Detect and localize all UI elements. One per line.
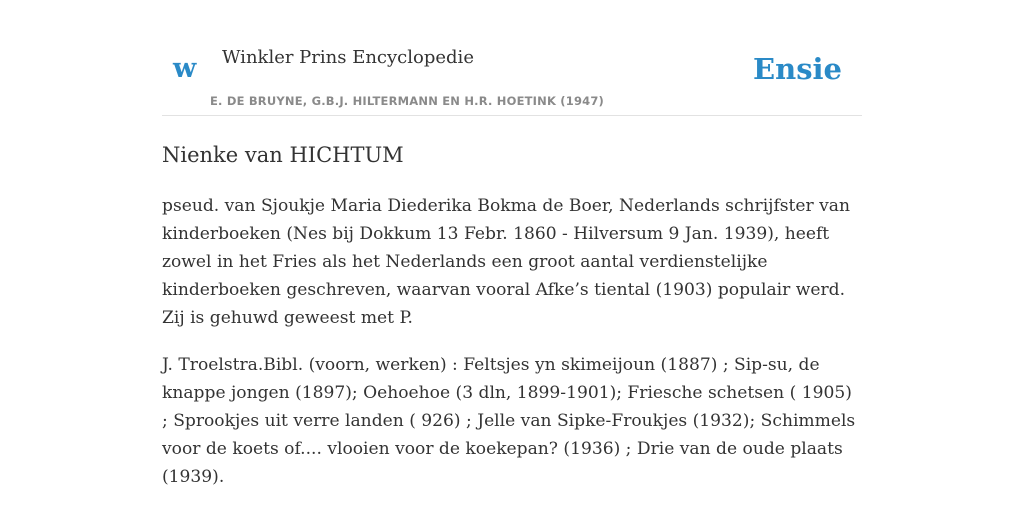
page [162, 0, 862, 491]
ensie-logo-link[interactable]: Ensie [753, 52, 842, 86]
encyclopedia-authors: E. DE BRUYNE, G.B.J. HILTERMANN EN H.R. HOETINK (1947) [210, 94, 605, 108]
entry-paragraph: pseud. van Sjoukje Maria Diederika Bokma de Boer, Nederlands schrijfster van kinderboeken (Nes bij Dokkum 13 Febr. 1860 - Hilversum 9 Jan. 1939), heeft zowel in het Fries als het Nederlands een groot aantal verdienstelijke kinderboeken geschreven, waarvan vooral Afke’s tiental (1903) populair werd. Zij is gehuwd geweest met P. [162, 196, 851, 328]
site-header [162, 0, 862, 116]
entry-title: Nienke van HICHTUM [162, 143, 404, 167]
encyclopedia-logo[interactable]: w [173, 53, 197, 84]
entry-bibliography: J. Troelstra.Bibl. (voorn, werken) : Feltsjes yn skimeijoun (1887) ; Sip-su, de knappe jongen (1897); Oehoehoe (3 dln, 1899-1901); Friesche schetsen ( 1905) ; Sprookjes uit verre landen ( 926) ; Jelle van Sipke-Froukjes (1932); Schimmels voor de koets of.... vlooien voor de koekepan? (1936) ; Drie van de oude plaats (1939). [162, 355, 856, 487]
encyclopedia-title[interactable]: Winkler Prins Encyclopedie [222, 47, 474, 68]
